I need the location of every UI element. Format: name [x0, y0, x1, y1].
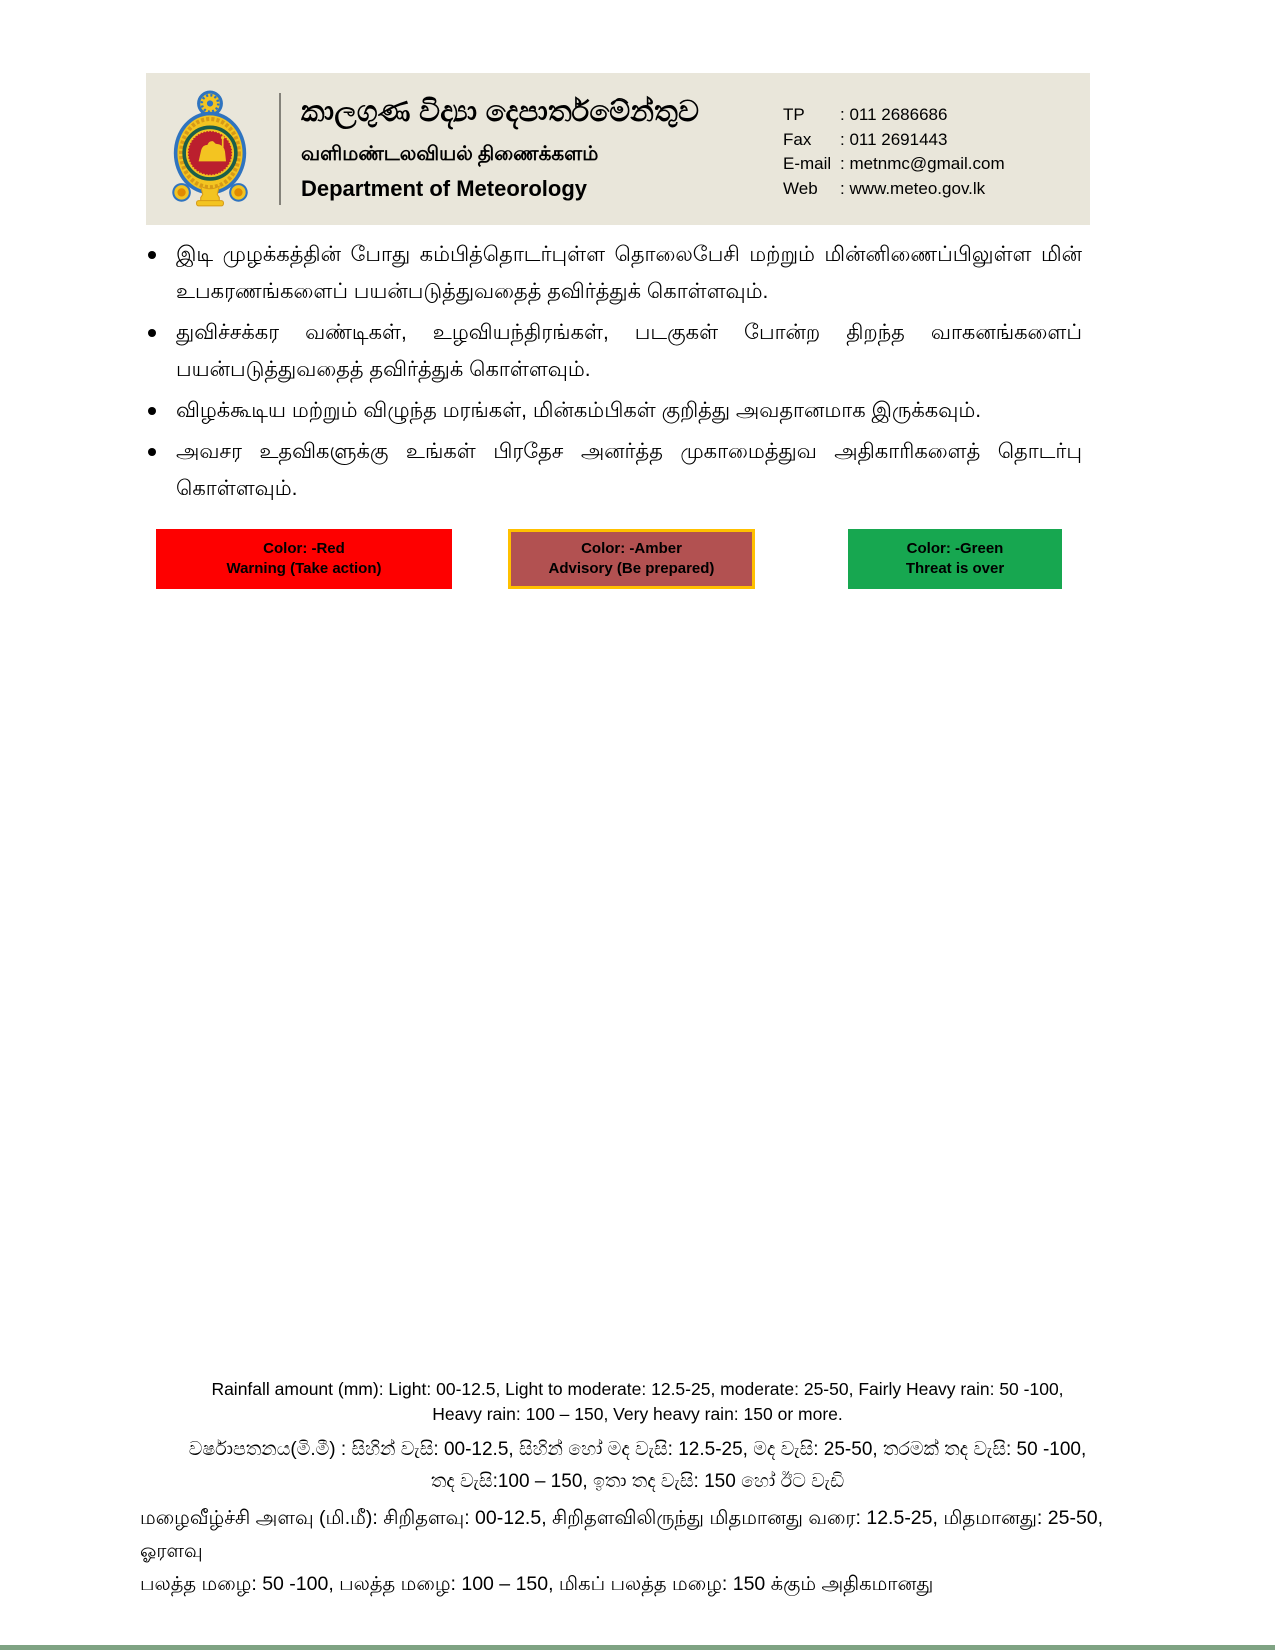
rainfall-english-line1: Rainfall amount (mm): Light: 00-12.5, Light to moderate: 12.5-25, moderate: 25-50, Fairly Heavy rain: 50 -100,	[211, 1379, 1064, 1399]
rainfall-definitions-sinhala	[150, 1434, 1125, 1498]
rainfall-definitions-english	[150, 1377, 1125, 1427]
title-block	[301, 95, 771, 202]
contact-row-tp	[783, 103, 1005, 128]
green-threat-over-box	[848, 529, 1062, 589]
green-action-label: Threat is over	[905, 560, 1005, 577]
red-action-label: Warning (Take action)	[226, 560, 382, 577]
contact-row-email	[783, 152, 1005, 177]
amber-color-label: Color: -Amber	[581, 540, 682, 557]
red-color-label: Color: -Red	[263, 540, 345, 557]
safety-instruction-bullet: துவிச்சக்கர வண்டிகள், உழவியந்திரங்கள், படகுகள் போன்ற திறந்த வாகனங்களைப் பயன்படுத்துவதைத் தவிர்த்துக் கொள்ளவும்.	[145, 314, 1082, 388]
page-bottom-edge	[0, 1645, 1275, 1650]
rainfall-sinhala-line2: තද වැසි:100 – 150, ඉතා තද වැසි: 150 හෝ ඊට වැඩි	[430, 1471, 845, 1492]
amber-advisory-box	[508, 529, 755, 589]
rainfall-sinhala-line1: වර්ෂාපතනය(මි.මී) : සිහින් වැසි: 00-12.5, සිහින් හෝ මද වැසි: 12.5-25, මද වැසි: 25-50, තරමක් තද වැසි: 50 -100,	[188, 1439, 1087, 1460]
rainfall-tamil-line1: மழைவீழ்ச்சி அளவு (மி.மீ): சிறிதளவு: 00-12.5, சிறிதளவிலிருந்து மிதமானது வரை: 12.5-25, மிதமானது: 25-50, ஓரளவு	[140, 1507, 1104, 1562]
red-warning-box	[156, 529, 452, 589]
header-band	[146, 73, 1090, 225]
green-color-label: Color: -Green	[906, 540, 1004, 557]
email-label: E-mail	[783, 154, 832, 173]
amber-action-label: Advisory (Be prepared)	[548, 560, 715, 577]
contact-row-fax	[783, 128, 1005, 153]
web-value: : www.meteo.gov.lk	[840, 178, 986, 198]
safety-instruction-bullet: விழக்கூடிய மற்றும் விழுந்த மரங்கள், மின்கம்பிகள் குறித்து அவதானமாக இருக்கவும்.	[145, 392, 1082, 429]
department-title-tamil: வளிமண்டலவியல் திணைக்களம்	[301, 143, 599, 165]
rainfall-tamil-line2: பலத்த மழை: 50 -100, பலத்த மழை: 100 – 150, மிகப் பலத்த மழை: 150 க்கும் அதிகமானது	[140, 1573, 934, 1595]
department-title-sinhala: කාලගුණ විද්‍යා දෙපාර්තමේන්තුව	[301, 96, 700, 128]
safety-instruction-bullet: இடி முழக்கத்தின் போது கம்பித்தொடர்புள்ள தொலைபேசி மற்றும் மின்னிணைப்பிலுள்ள மின் உபகரணங்களைப் பயன்படுத்துவதைத் தவிர்த்துக் கொள்ளவும்.	[145, 236, 1082, 310]
sri-lanka-emblem-icon	[168, 89, 252, 211]
tp-label: TP	[783, 105, 805, 124]
department-title-english: Department of Meteorology	[301, 176, 588, 201]
contact-block	[783, 103, 1005, 201]
rainfall-definitions-tamil	[140, 1502, 1120, 1601]
fax-value: : 011 2691443	[840, 129, 948, 149]
rainfall-english-line2: Heavy rain: 100 – 150, Very heavy rain: 150 or more.	[432, 1404, 843, 1424]
web-label: Web	[783, 178, 818, 198]
fax-label: Fax	[783, 129, 812, 149]
contact-row-web	[783, 177, 1005, 202]
department-logo	[168, 89, 252, 211]
email-value: : metnmc@gmail.com	[840, 154, 1005, 173]
safety-instruction-bullet: அவசர உதவிகளுக்கு உங்கள் பிரதேச அனர்த்த முகாமைத்துவ அதிகாரிகளைத் தொடர்பு கொள்ளவும்.	[145, 433, 1082, 507]
header-divider	[279, 93, 281, 205]
safety-bullet-list	[145, 236, 1082, 511]
tp-value: : 011 2686686	[840, 105, 948, 124]
